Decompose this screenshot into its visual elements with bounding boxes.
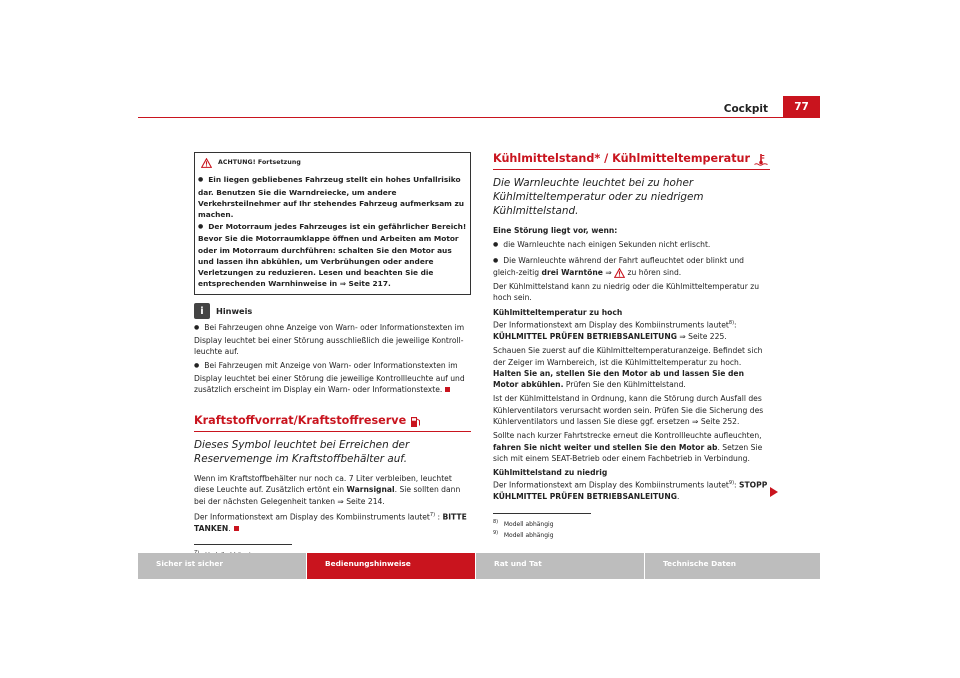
footnote-divider bbox=[493, 513, 591, 514]
fuel-pump-icon bbox=[410, 415, 421, 428]
header-divider bbox=[138, 117, 820, 118]
footer-tab-technik[interactable]: Technische Daten bbox=[645, 553, 820, 579]
fault-item: ● die Warnleuchte nach einigen Sekunden nicht erlischt. bbox=[493, 239, 770, 251]
coolant-icon bbox=[754, 153, 768, 166]
warning-box-header bbox=[195, 153, 470, 174]
page-reference[interactable]: ⇒ Seite 217. bbox=[339, 279, 391, 289]
section-end-mark bbox=[445, 387, 450, 392]
warning-box-title: ACHTUNG! Fortsetzung bbox=[218, 159, 301, 166]
right-column bbox=[493, 152, 770, 540]
footer-tab-sicher[interactable]: Sicher ist sicher bbox=[138, 553, 306, 579]
temp-heading: Kühlmitteltemperatur zu hoch bbox=[493, 307, 623, 317]
note-label: Hinweis bbox=[216, 305, 253, 316]
warning-item: ● Der Motorraum jedes Fahrzeuges ist ein gefährlicher Bereich! Bevor Sie die Motorraumklappe öffnen und Arbeiten am Motor oder im Motorraum durchführen: schalten Sie den Motor aus und lassen ihn abkühlen, um Verbrühungen oder andere Verletzungen zu reduzieren. Lesen und beachten Sie die entsprechenden Warnhinweise in ⇒ Seite 217. bbox=[198, 221, 467, 289]
footnote-divider bbox=[194, 544, 292, 545]
coolant-intro: Die Warnleuchte leuchtet bei zu hoher Kühlmitteltemperatur oder zu niedrigem Kühlmittelstand. bbox=[493, 177, 704, 217]
low-heading: Kühlmittelstand zu niedrig bbox=[493, 468, 608, 478]
temp-paragraph: Schauen Sie zuerst auf die Kühlmitteltemperaturanzeige. Befindet sich der Zeiger im Warnbereich, ist die Kühlmitteltemperatur zu hoch. Halten Sie an, stellen Sie den Motor ab und lassen Sie den Motor abkühlen. Prüfen Sie den Kühlmittelstand. bbox=[493, 346, 763, 390]
note-icon: i bbox=[194, 303, 210, 319]
warning-box bbox=[194, 152, 471, 295]
left-column bbox=[194, 152, 471, 560]
warning-triangle-icon bbox=[201, 158, 212, 168]
fault-heading: Eine Störung liegt vor, wenn: bbox=[493, 226, 618, 235]
footnote: $^{9)}$ Modell abhängig bbox=[493, 529, 554, 539]
fault-item: ● Die Warnleuchte während der Fahrt aufleuchtet oder blinkt und gleich-zeitig drei Warntöne ⇒ zu hören sind. bbox=[493, 255, 770, 279]
note-heading bbox=[194, 303, 471, 319]
footnote: $^{8)}$ Modell abhängig bbox=[493, 518, 554, 528]
section-end-mark bbox=[234, 526, 239, 531]
fuel-intro: Dieses Symbol leuchtet bei Erreichen der Reservemenge im Kraftstoffbehälter auf. bbox=[194, 439, 410, 466]
fuel-paragraph-display: Der Informationstext am Display des Kombiinstruments lautet$^{7)}$ : BITTE TANKEN. bbox=[194, 512, 467, 533]
page-header-title: Cockpit bbox=[723, 103, 768, 115]
page-number: 77 bbox=[783, 96, 820, 118]
fuel-paragraph: Wenn im Kraftstoffbehälter nur noch ca. 7 Liter verbleiben, leuchtet diese Leuchte auf. Zusätzlich ertönt ein Warnsignal. Sie sollten dann bei der nächsten Gelegenheit tanken ⇒ Seite 214. bbox=[194, 474, 461, 506]
next-page-arrow-icon[interactable] bbox=[770, 487, 778, 497]
note-item: ● Bei Fahrzeugen ohne Anzeige von Warn- oder Informationstexten im Display leuchtet bei einer Störung ausschließlich die jeweilige Kontroll-leuchte auf. bbox=[194, 322, 471, 357]
warning-triangle-icon bbox=[614, 268, 625, 278]
low-paragraph: Der Informationstext am Display des Kombiinstruments lautet$^{9)}$: STOPP KÜHLMITTEL PRÜFEN BETRIEBSANLEITUNG. bbox=[493, 480, 768, 502]
footer-tab-bedienung[interactable]: Bedienungshinweise bbox=[307, 553, 475, 579]
note-item: ● Bei Fahrzeugen mit Anzeige von Warn- oder Informationstexten im Display leuchtet bei einer Störung die jeweilige Kontrollleuchte auf und zusätzlich erscheint im Display ein Warn- oder Informationstexte. bbox=[194, 360, 471, 395]
temp-paragraph: Der Informationstext am Display des Kombiinstruments lautet$^{8)}$: KÜHLMITTEL PRÜFEN BETRIEBSANLEITUNG ⇒ Seite 225. bbox=[493, 320, 737, 341]
temp-paragraph: Sollte nach kurzer Fahrtstrecke erneut die Kontrollleuchte aufleuchten, fahren Sie nicht weiter und stellen Sie den Motor ab. Setzen Sie sich mit einem SEAT-Betrieb oder einem Fachbetrieb in Verbindung. bbox=[493, 431, 763, 463]
coolant-paragraph: Der Kühlmittelstand kann zu niedrig oder die Kühlmitteltemperatur zu hoch sein. bbox=[493, 282, 760, 303]
section-title-coolant: Kühlmittelstand* / Kühlmitteltemperatur bbox=[493, 152, 770, 170]
section-title-fuel: Kraftstoffvorrat/Kraftstoffreserve bbox=[194, 414, 471, 432]
warning-item: ● Ein liegen gebliebenes Fahrzeug stellt ein hohes Unfallrisiko dar. Benutzen Sie die Warndreiecke, um andere Verkehrsteilnehmer auf Ihr stehendes Fahrzeug aufmerksam zu machen. bbox=[198, 174, 467, 220]
temp-paragraph: Ist der Kühlmittelstand in Ordnung, kann die Störung durch Ausfall des Kühlerventilators verursacht worden sein. Prüfen Sie die Sicherung des Kühlerventilators und lassen Sie diese ggf. ersetzen ⇒ Seite 252. bbox=[493, 394, 764, 426]
footer-tab-rat[interactable]: Rat und Tat bbox=[476, 553, 644, 579]
